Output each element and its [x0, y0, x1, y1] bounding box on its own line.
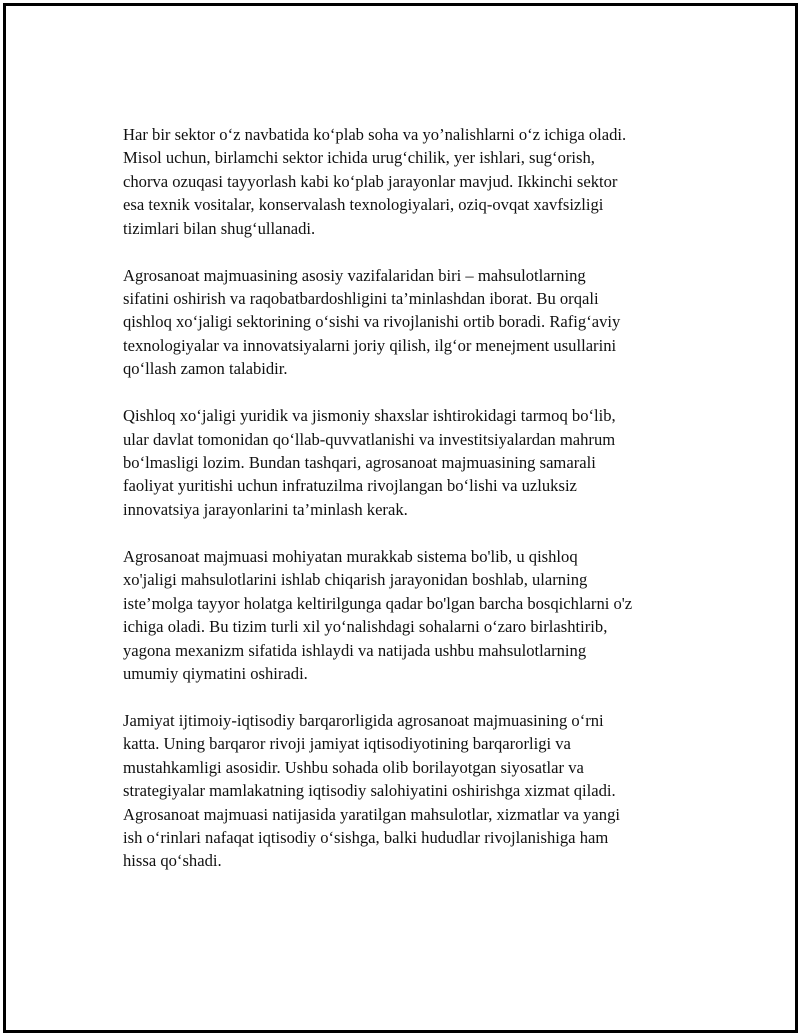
text-line: katta. Uning barqaror rivoji jamiyat iqtisodiyotining barqarorligi va [123, 734, 571, 754]
text-line: xo'jaligi mahsulotlarini ishlab chiqarish jarayonidan boshlab, ularning [123, 570, 588, 590]
text-line: ular davlat tomonidan qo‘llab-quvvatlanishi va investitsiyalardan mahrum [123, 429, 616, 449]
text-line: Har bir sektor o‘z navbatida ko‘plab soha va yo’nalishlarni o‘z ichiga oladi. [123, 125, 627, 144]
text-line: mustahkamligi asosidir. Ushbu sohada olib borilayotgan siyosatlar va [123, 757, 584, 777]
text-line: strategiyalar mamlakatning iqtisodiy salohiyatini oshirishga xizmat qiladi. [123, 781, 616, 801]
text-line: iste’molga tayyor holatga keltirilgunga qadar bo'lgan barcha bosqichlarni o'z [123, 593, 633, 613]
text-line: chorva ozuqasi tayyorlash kabi ko‘plab jarayonlar mavjud. Ikkinchi sektor [123, 171, 618, 191]
text-line: Misol uchun, birlamchi sektor ichida urug‘chilik, yer ishlari, sug‘orish, [123, 148, 595, 168]
paragraph-2 [123, 264, 703, 381]
text-line: qo‘llash zamon talabidir. [123, 359, 288, 379]
text-line: sifatini oshirish va raqobatbardoshligini ta’minlashdan iborat. Bu orqali [123, 289, 599, 309]
text-line: Agrosanoat majmuasi natijasida yaratilgan mahsulotlar, xizmatlar va yangi [123, 804, 620, 824]
text-line: texnologiyalar va innovatsiyalarni joriy qilish, ilg‘or menejment usullarini [123, 335, 617, 355]
document-body [123, 123, 703, 896]
text-line: Jamiyat ijtimoiy-iqtisodiy barqarorligida agrosanoat majmuasining o‘rni [123, 710, 604, 730]
paragraph-1 [123, 123, 703, 240]
paragraph-3 [123, 404, 703, 521]
text-line: yagona mexanizm sifatida ishlaydi va natijada ushbu mahsulotlarning [123, 640, 587, 660]
text-line: Agrosanoat majmuasi mohiyatan murakkab sistema bo'lib, u qishloq [123, 546, 578, 566]
text-line: esa texnik vositalar, konservalash texnologiyalari, oziq-ovqat xavfsizligi [123, 195, 604, 215]
text-line: ichiga oladi. Bu tizim turli xil yo‘nalishdagi sohalarni o‘zaro birlashtirib, [123, 617, 608, 637]
text-line: umumiy qiymatini oshiradi. [123, 663, 308, 683]
text-line: ish o‘rinlari nafaqat iqtisodiy o‘sishga, balki hududlar rivojlanishiga ham [123, 827, 609, 847]
paragraph-4 [123, 545, 703, 685]
text-line: Agrosanoat majmuasining asosiy vazifalaridan biri – mahsulotlarning [123, 265, 586, 285]
text-line: qishloq xo‘jaligi sektorining o‘sishi va rivojlanishi ortib boradi. Rafig‘aviy [123, 312, 621, 332]
text-line: hissa qo‘shadi. [123, 851, 222, 871]
text-line: Qishloq xo‘jaligi yuridik va jismoniy shaxslar ishtirokidagi tarmoq bo‘lib, [123, 406, 616, 426]
paragraph-5 [123, 709, 703, 873]
text-line: tizimlari bilan shug‘ullanadi. [123, 218, 316, 238]
text-line: innovatsiya jarayonlarini ta’minlash kerak. [123, 499, 408, 519]
text-line: faoliyat yuritishi uchun infratuzilma rivojlangan bo‘lishi va uzluksiz [123, 476, 577, 496]
page-frame [3, 3, 798, 1033]
text-line: bo‘lmasligi lozim. Bundan tashqari, agrosanoat majmuasining samarali [123, 453, 596, 473]
